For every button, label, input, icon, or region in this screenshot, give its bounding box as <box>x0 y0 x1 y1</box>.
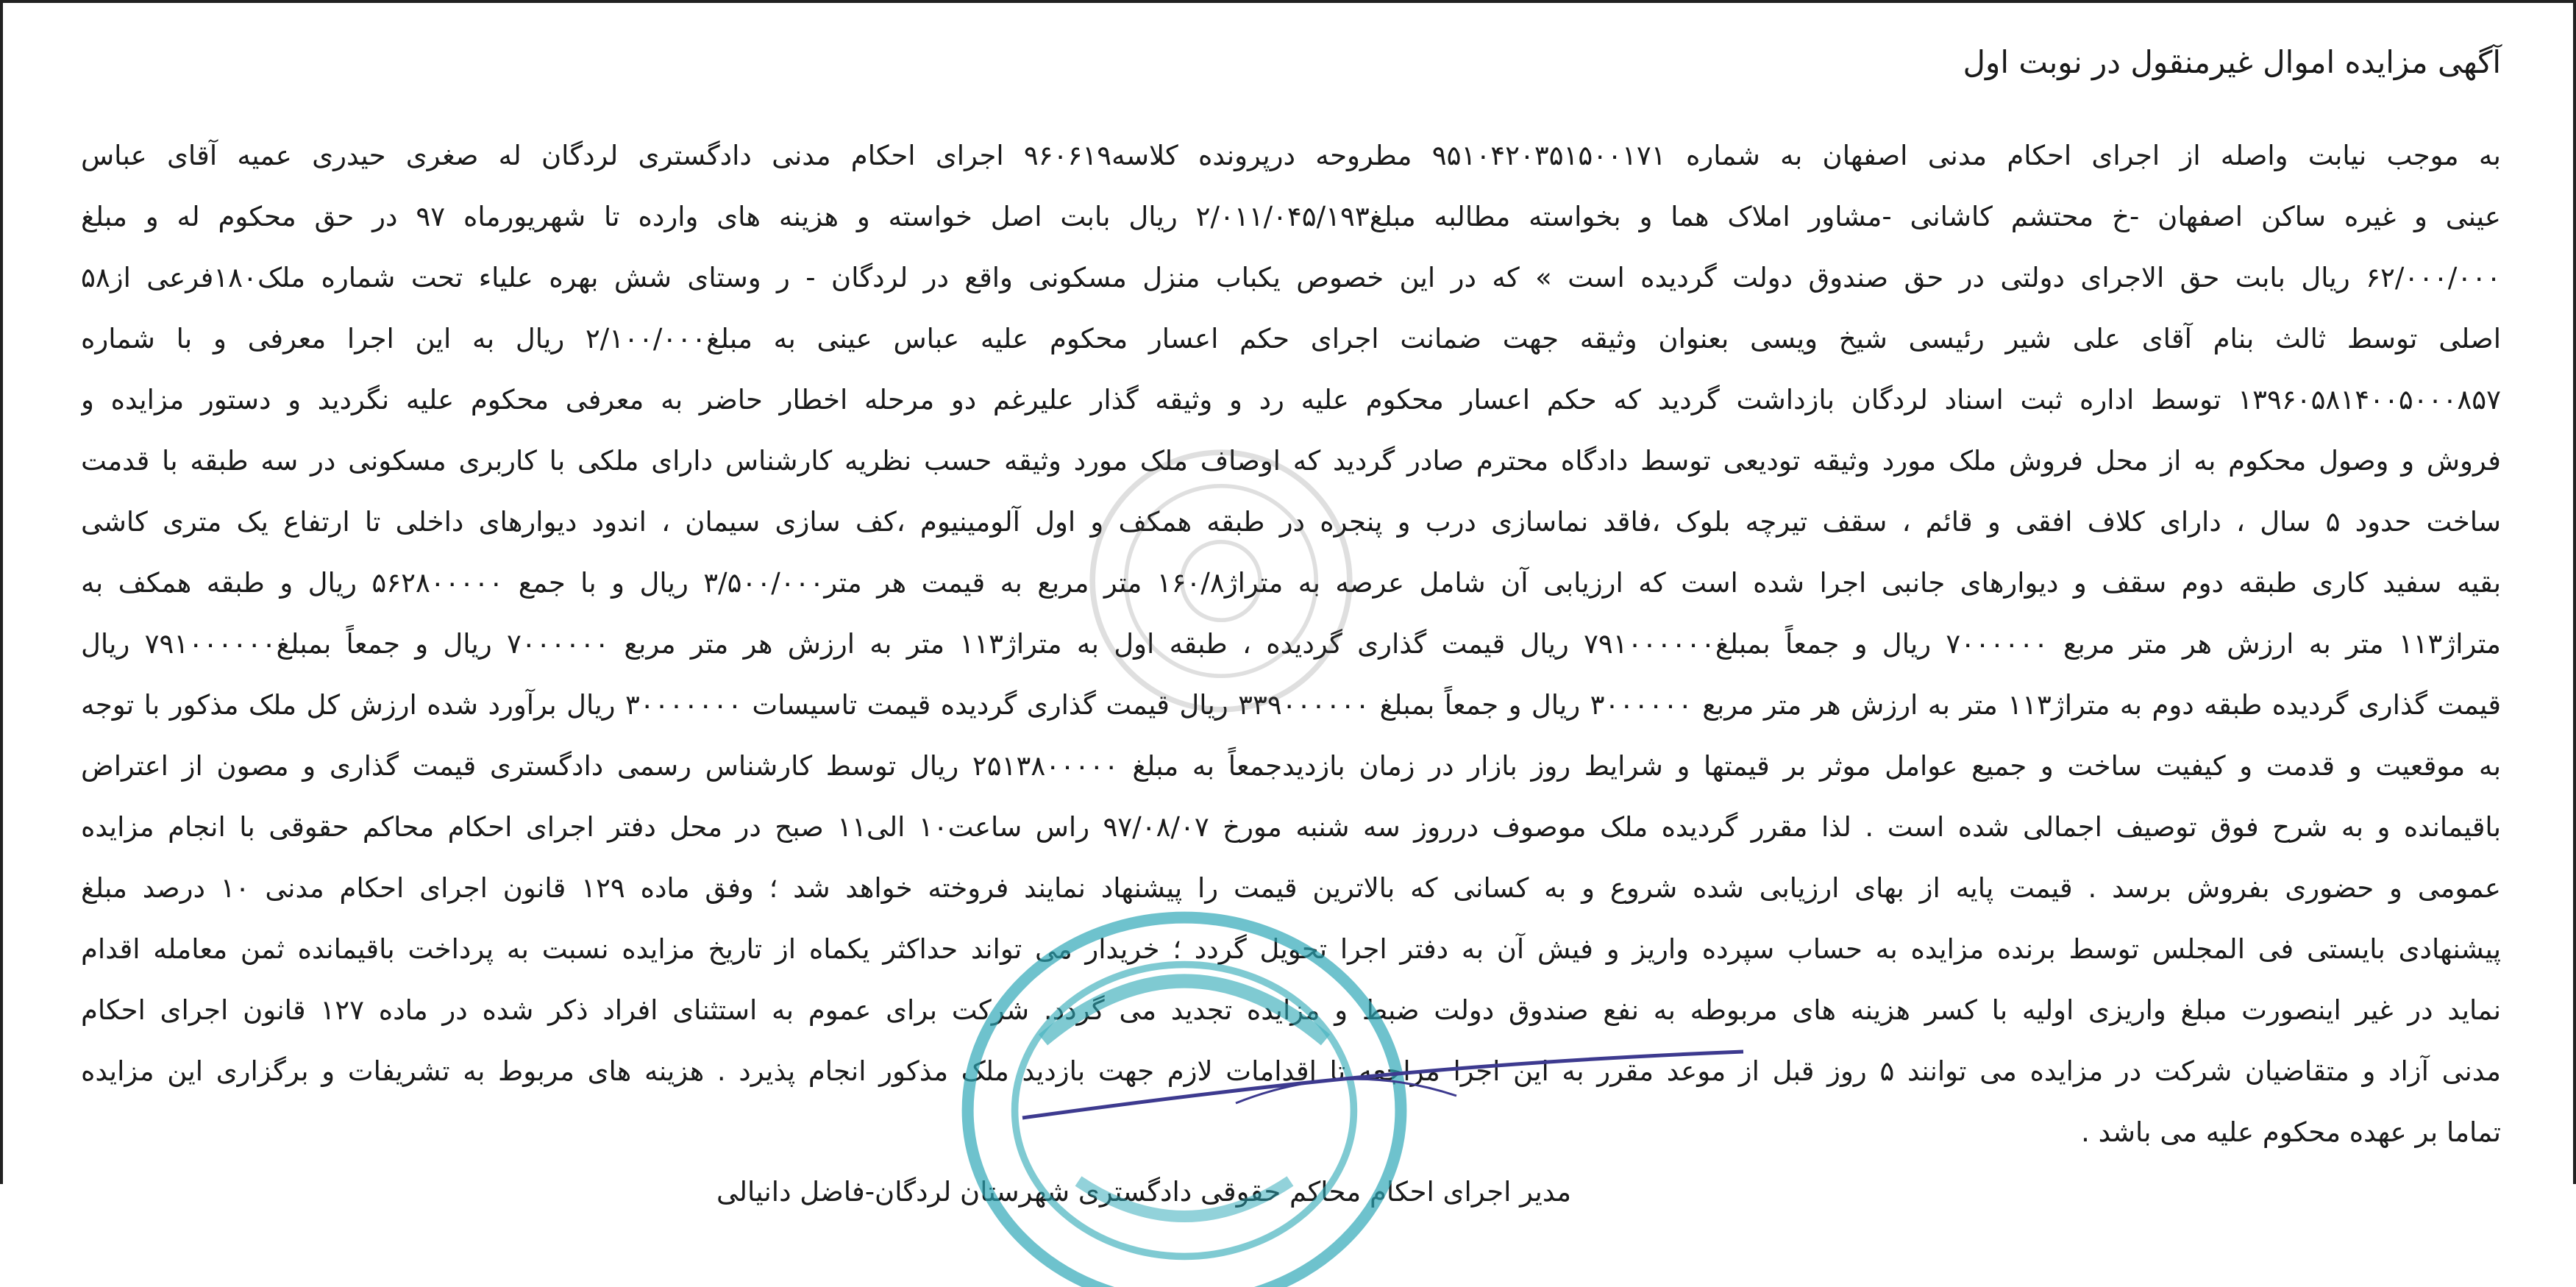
notice-body-line: ۱۳۹۶۰۵۸۱۴۰۰۵۰۰۰۸۵۷ توسط اداره ثبت اسناد لردگان بازداشت گردید که حکم اعسار محکوم علیه رد و وثیقه گذار علیرغم دو مرحله اخطار حاضر به معرفی محکوم علیه نگردید و دستور مزایده و <box>81 384 2501 416</box>
signature-line: مدیر اجرای احکام محاکم حقوقی دادگستری شهرستان لردگان-فاضل دانیالی <box>716 1176 1572 1208</box>
notice-body-line: عینی و غیره ساکن اصفهان -خ محتشم کاشانی -مشاور املاک هما و بخواسته مطالبه مبلغ۲/۰۱۱/۰۴۵/۱۹۳ ریال بابت اصل خواسته و هزینه های وارده تا شهریورماه ۹۷ در حق محکوم له و مبلغ <box>81 201 2501 232</box>
notice-body-line: اصلی توسط ثالث بنام آقای علی شیر رئیسی شیخ ویسی بعنوان وثیقه جهت ضمانت اجرای حکم اعسار محکوم علیه عباس عینی به مبلغ۲/۱۰۰/۰۰۰ ریال به این اجرا معرفی و با شماره <box>81 323 2501 354</box>
notice-body-line: قیمت گذاری گردیده طبقه دوم به متراژ۱۱۳ متر به ارزش هر متر مربع ۳۰۰۰۰۰۰ ریال و جمعاً بمبلغ ۳۳۹۰۰۰۰۰۰ ریال قیمت گذاری گردیده قیمت تاسیسات ۳۰۰۰۰۰۰۰ ریال برآورد شده ارزش کل ملک مذکور با توجه <box>81 689 2501 721</box>
notice-body-line: پیشنهادی بایستی فی المجلس توسط برنده مزایده به حساب سپرده واریز و فیش آن به دفتر اجرا تحویل گردد ؛ خریدار می تواند حداکثر یکماه از تاریخ مزایده نسبت به پرداخت باقیمانده ثمن معامله اقدام <box>81 933 2501 965</box>
notice-body-line: بقیه سفید کاری طبقه دوم سقف و دیوارهای جانبی اجرا شده است که ارزیابی آن شامل عرصه به متراژ۱۶۰/۸ متر مربع به قیمت هر متر۳/۵۰۰/۰۰۰ ریال و با جمع ۵۶۲۸۰۰۰۰۰ ریال و طبقه همکف به <box>81 567 2501 599</box>
notice-body-line: ساخت حدود ۵ سال ، دارای کلاف افقی و قائم ، سقف تیرچه بلوک ،فاقد نماسازی درب و پنجره در طبقه همکف و اول آلومینیوم ،کف سازی سیمان ، اندود دیوارهای داخلی تا ارتفاع یک متری کاشی <box>81 506 2501 538</box>
notice-body-line: به موقعیت و قدمت و کیفیت ساخت و جمیع عوامل موثر بر قیمتها و شرایط روز بازار در زمان بازدیدجمعاً به مبلغ ۲۵۱۳۸۰۰۰۰۰ ریال توسط کارشناس رسمی دادگستری قیمت گذاری و مصون از اعتراض <box>81 750 2501 782</box>
notice-body-line: باقیمانده و به شرح فوق توصیف اجمالی شده است . لذا مقرر گردیده ملک موصوف درروز سه شنبه مورخ ۹۷/۰۸/۰۷ راس ساعت۱۰ الی۱۱ صبح در محل دفتر اجرای احکام محاکم حقوقی با انجام مزایده <box>81 811 2501 843</box>
notice-body-line: تماما بر عهده محکوم علیه می باشد . <box>2081 1116 2501 1148</box>
notice-body-line: متراژ۱۱۳ متر به ارزش هر متر مربع ۷۰۰۰۰۰۰ ریال و جمعاً بمبلغ۷۹۱۰۰۰۰۰۰ ریال قیمت گذاری گردیده ، طبقه اول به متراژ۱۱۳ متر به ارزش هر متر مربع ۷۰۰۰۰۰۰ ریال و جمعاً بمبلغ۷۹۱۰۰۰۰۰۰ ریال <box>81 628 2501 660</box>
notice-body-line: ۶۲/۰۰۰/۰۰۰ ریال بابت حق الاجرای دولتی در حق صندوق دولت گردیده است » که در این خصوص یکباب منزل مسکونی واقع در لردگان - ر وستای شش بهره علیاء تحت شماره ملک۱۸۰فرعی از۵۸ <box>81 262 2501 293</box>
notice-body-line: مدنی آزاد و متقاضیان شرکت در مزایده می توانند ۵ روز قبل از موعد مقرر به این اجرا مراجعه تا اقدامات لازم جهت بازدید ملک مذکور انجام پذیرد . هزینه های مربوط به تشریفات و برگزاری این مزایده <box>81 1055 2501 1087</box>
notice-body-line: نماید در غیر اینصورت مبلغ واریزی اولیه با کسر هزینه های مربوطه به نفع صندوق دولت ضبط و مزایده تجدید می گردد. شرکت برای عموم به استثنای افراد ذکر شده در ماده ۱۲۷ قانون اجرای احکام <box>81 994 2501 1026</box>
notice-body-line: به موجب نیابت واصله از اجرای احکام مدنی اصفهان به شماره ۹۵۱۰۴۲۰۳۵۱۵۰۰۱۷۱ مطروحه درپرونده کلاسه۹۶۰۶۱۹ اجرای احکام مدنی دادگستری لردگان له صغری حیدری عمیه آقای عباس <box>81 140 2501 171</box>
notice-body-line: فروش و وصول محکوم به از محل فروش ملک مورد وثیقه تودیعی توسط دادگاه محترم صادر گردید که اوصاف ملک مورد وثیقه حسب نظریه کارشناس دارای ملکی با کاربری مسکونی در سه طبقه با قدمت <box>81 445 2501 477</box>
auction-notice <box>81 29 2501 1222</box>
notice-body-line: عمومی و حضوری بفروش برسد . قیمت پایه از بهای ارزیابی شده شروع و به کسانی که بالاترین قیمت را پیشنهاد نمایند فروخته خواهد شد ؛ وفق ماده ۱۲۹ قانون اجرای احکام مدنی ۱۰ درصد مبلغ <box>81 872 2501 904</box>
notice-title: آگهی مزایده اموال غیرمنقول در نوبت اول <box>1963 44 2501 80</box>
notice-body <box>81 125 2501 1163</box>
